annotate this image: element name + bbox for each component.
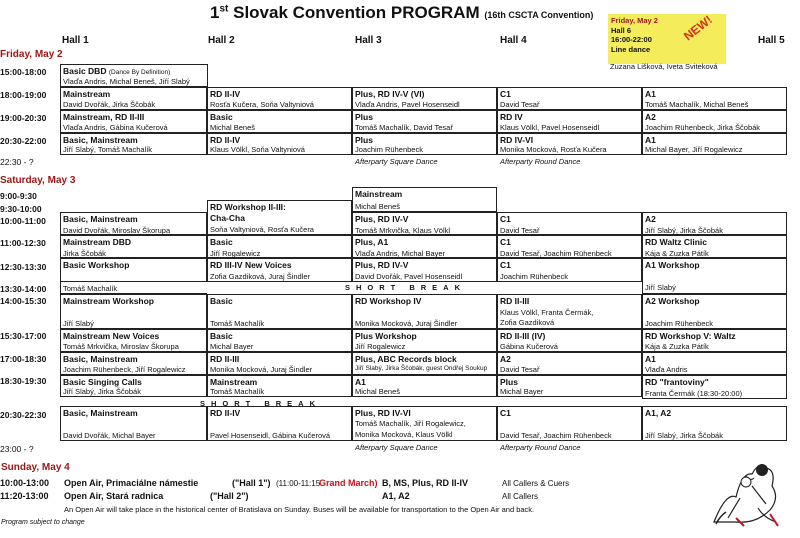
session-title: Plus, RD IV-V (355, 260, 409, 270)
session-cell (60, 87, 207, 110)
session-cell (60, 375, 207, 397)
session-callers: Gábina Kučerová (500, 342, 558, 351)
grand-march-label: Grand March) (319, 478, 378, 488)
hall-6-callers: Zuzana Lišková, Iveta Sviteková (610, 62, 718, 71)
session-callers: David Tesař (500, 365, 540, 374)
session-cell (207, 235, 352, 258)
session-cell (497, 406, 642, 441)
session-title: Plus (500, 377, 518, 387)
session-title: Plus Workshop (355, 331, 417, 341)
session-title: RD Waltz Clinic (645, 237, 708, 247)
afterparty-square-note: Afterparty Square Dance (355, 443, 438, 452)
time-label: 15:30-17:00 (0, 331, 47, 341)
session-callers: David Tesař, Joachim Rühenbeck (500, 249, 612, 258)
session-title: RD Workshop IV (355, 296, 422, 306)
session-callers: Jiří Rogalewicz (210, 249, 261, 258)
session-cell (60, 212, 207, 235)
session-title: Basic Workshop (63, 260, 130, 270)
session-title: RD III-IV New Voices (210, 260, 292, 270)
session-title: RD II-IV (210, 135, 241, 145)
session-title: Basic (210, 296, 233, 306)
sunday-row-2-time: 11:20-13:00 (0, 491, 49, 501)
sunday-row-2-label: Open Air, Stará radnica (64, 491, 164, 501)
session-title: RD II-IV (210, 89, 241, 99)
session-title: Basic, Mainstream (63, 408, 138, 418)
session-cell (207, 375, 352, 397)
session-callers: Jiří Rogalewicz (355, 342, 406, 351)
hall-1-header: Hall 1 (62, 35, 89, 46)
time-label: 9:00-9:30 (0, 191, 37, 201)
session-callers: Pavel Hosenseidl, Gábina Kučerová (210, 431, 331, 440)
session-title: Basic Singing Calls (63, 377, 142, 387)
session-cell (207, 200, 352, 235)
session-title: RD II-III (210, 354, 240, 364)
time-label: 11:00-12:30 (0, 238, 46, 248)
session-callers: Michal Bayer, Jiří Rogalewicz (645, 145, 743, 154)
session-cell (352, 212, 497, 235)
session-callers: Zofia Gazdiková, Juraj Šindler (210, 272, 311, 281)
session-callers: Michal Bayer (500, 387, 544, 396)
session-title: Basic (210, 331, 233, 341)
session-cell (60, 352, 207, 375)
session-callers: Joachim Rühenbeck (355, 145, 423, 154)
session-cell (60, 133, 207, 155)
session-callers: Tomáš Machalík, Michal Beneš (645, 100, 749, 109)
session-callers: Joachim Rühenbeck (645, 319, 713, 328)
session-callers: David Dvořák, Miroslav Škorupa (63, 226, 171, 235)
session-callers-line-2: Monika Mocková, Klaus Völkl (355, 430, 453, 439)
session-title: Basic (210, 237, 233, 247)
time-label: 20:30-22:30 (0, 410, 47, 420)
session-cell (352, 87, 497, 110)
session-cell (642, 329, 787, 352)
time-label: 23:00 - ? (0, 444, 34, 454)
session-cell (352, 187, 497, 212)
sunday-row-1-extra: (11:00-11:15 (276, 479, 321, 488)
session-callers-line-2: Zofia Gazdiková (500, 318, 555, 327)
session-title: Plus (355, 135, 373, 145)
session-title: Plus, ABC Records block (355, 354, 457, 364)
time-label: 19:00-20:30 (0, 113, 47, 123)
session-cell (207, 406, 352, 441)
session-cell (207, 258, 352, 282)
session-title: RD Workshop II-III: (210, 202, 286, 212)
session-cell (60, 258, 207, 293)
new-badge: NEW! (681, 12, 715, 44)
session-callers: Monika Mocková, Juraj Šindler (355, 319, 458, 328)
session-callers: Joachim Rühenbeck, Jiří Rogalewicz (63, 365, 186, 374)
session-cell (352, 110, 497, 133)
session-title: Plus, A1 (355, 237, 389, 247)
time-label: 10:00-11:00 (0, 216, 46, 226)
session-cell (207, 87, 352, 110)
time-label: 22:30 - ? (0, 157, 34, 167)
session-title: A1 (645, 89, 656, 99)
page-title: 1st Slovak Convention PROGRAM (16th CSCTA Convention) (210, 3, 594, 22)
session-title: Plus (355, 112, 373, 122)
session-cell (207, 133, 352, 155)
session-cell (60, 235, 207, 258)
session-cell (352, 375, 497, 397)
session-title: Basic DBD (63, 66, 107, 76)
session-cell (497, 87, 642, 110)
session-callers: Klaus Völkl, Soňa Valtyniová (210, 145, 305, 154)
session-callers: Jiří Slabý, Tomáš Machalík (63, 145, 153, 154)
session-callers: David Tesař, Joachim Rühenbeck (500, 431, 612, 440)
session-title: A2 (645, 214, 656, 224)
session-title: Mainstream (355, 189, 403, 199)
hall-2-header: Hall 2 (208, 35, 235, 46)
session-cell (352, 294, 497, 329)
session-callers: Jiří Slabý, Jirka Ščobák (645, 431, 723, 440)
session-cell (497, 352, 642, 375)
session-title: RD II-III (IV) (500, 331, 546, 341)
session-title: Mainstream, RD II-III (63, 112, 145, 122)
session-cell (642, 235, 787, 258)
session-callers: Kája & Zuzka Pátík (645, 249, 709, 258)
session-title: C1 (500, 237, 511, 247)
afterparty-round-note: Afterparty Round Dance (500, 157, 581, 166)
session-cell (497, 110, 642, 133)
session-callers: Vlaďa Andris, Gábina Kučerová (63, 123, 168, 132)
time-label: 13:30-14:00 (0, 284, 47, 294)
session-title-line-2: Cha-Cha (210, 213, 245, 223)
session-callers: Tomáš Machalík (210, 319, 265, 328)
sunday-row-1-hall: ("Hall 1") (232, 478, 271, 488)
session-title: Mainstream New Voices (63, 331, 160, 341)
sunday-row-2-programs: A1, A2 (382, 491, 410, 501)
session-callers: Vlaďa Andris, Michal Beneš, Jiří Slabý (63, 77, 190, 86)
session-cell (60, 329, 207, 352)
session-cell (642, 110, 787, 133)
session-callers: Jiří Slabý (645, 283, 676, 292)
hall-6-day: Friday, May 2 (611, 16, 658, 25)
time-label: 18:00-19:00 (0, 90, 47, 100)
session-title: A1 (645, 354, 656, 364)
afterparty-round-note: Afterparty Round Dance (500, 443, 581, 452)
session-callers: Monika Mocková, Rosťa Kučera (500, 145, 607, 154)
dancing-couple-illustration (706, 452, 784, 530)
session-callers: Jiří Slabý (63, 319, 94, 328)
session-callers: Tomáš Mrkvička, Miroslav Škorupa (63, 342, 179, 351)
session-title: A1 (355, 377, 366, 387)
session-title: Mainstream Workshop (63, 296, 155, 306)
sunday-row-2-hall: ("Hall 2") (210, 491, 249, 501)
session-callers: Michal Beneš (355, 202, 401, 211)
sunday-row-1-programs: B, MS, Plus, RD II-IV (382, 478, 469, 488)
session-title: A1, A2 (645, 408, 672, 418)
session-callers: Vlaďa Andris, Pavel Hosenseidl (355, 100, 460, 109)
afterparty-square-note: Afterparty Square Dance (355, 157, 438, 166)
session-cell (352, 406, 497, 441)
session-title: Mainstream (63, 89, 111, 99)
session-cell (352, 329, 497, 352)
session-title: A2 Workshop (645, 296, 700, 306)
session-cell (497, 133, 642, 155)
session-cell (642, 352, 787, 375)
session-title: A1 (645, 135, 656, 145)
session-title: Basic (210, 112, 233, 122)
session-callers: Joachim Rühenbeck (500, 272, 568, 281)
session-callers: Jiří Slabý, Jirka Ščobák, guest Ondřej Soukup (355, 365, 488, 372)
session-cell (642, 406, 787, 441)
session-title: C1 (500, 408, 511, 418)
session-cell (642, 87, 787, 110)
session-callers: Vlaďa Andris (645, 365, 688, 374)
session-callers: Tomáš Mrkvička, Klaus Völkl (355, 226, 451, 235)
time-label: 18:30-19:30 (0, 376, 47, 386)
day-sunday: Sunday, May 4 (1, 462, 70, 473)
session-cell (207, 110, 352, 133)
session-cell (497, 329, 642, 352)
cell-extension (60, 282, 207, 294)
footer-note: Program subject to change (1, 519, 85, 526)
day-saturday: Saturday, May 3 (0, 175, 76, 186)
session-callers: Tomáš Machalík, Jiří Rogalewicz, (355, 419, 466, 428)
session-callers: Michal Bayer (210, 342, 254, 351)
session-cell (642, 294, 787, 329)
session-cell (497, 294, 642, 329)
session-cell (497, 375, 642, 397)
session-cell (60, 64, 208, 87)
session-cell (497, 258, 642, 282)
session-title: C1 (500, 260, 511, 270)
time-label: 14:00-15:30 (0, 296, 47, 306)
session-title: A1 Workshop (645, 260, 700, 270)
session-cell (352, 352, 497, 375)
session-cell (207, 294, 352, 329)
session-cell (642, 375, 787, 399)
session-cell (497, 235, 642, 258)
sunday-row-1-callers: All Callers & Cuers (502, 479, 570, 488)
session-cell (642, 258, 787, 294)
session-cell (352, 235, 497, 258)
session-callers: Kája & Zuzka Pátík (645, 342, 709, 351)
session-callers: Tomáš Machalík, David Tesař (355, 123, 453, 132)
session-title: RD IV-VI (500, 135, 534, 145)
session-callers: Klaus Völkl, Franta Čermák, (500, 308, 594, 317)
session-title: Plus, RD IV-VI (355, 408, 411, 418)
session-cell (642, 133, 787, 155)
hall-6-time: 16:00-22:00 (611, 35, 652, 44)
session-callers: Franta Čermák (18:30-20:00) (645, 389, 743, 398)
session-cell (207, 352, 352, 375)
session-cell (352, 133, 497, 155)
session-cell (642, 212, 787, 235)
session-title: RD II-IV (210, 408, 241, 418)
session-callers: Vlaďa Andris, Michal Bayer (355, 249, 446, 258)
session-title: RD Workshop V: Waltz (645, 331, 736, 341)
session-title: Basic, Mainstream (63, 354, 138, 364)
session-cell (60, 110, 207, 133)
sunday-row-2-callers: All Callers (502, 492, 539, 501)
session-title: C1 (500, 89, 511, 99)
session-title: Mainstream (210, 377, 258, 387)
session-callers: David Dvořák, Jirka Ščobák (63, 100, 156, 109)
short-break-label: SHORT BREAK (345, 283, 467, 292)
session-callers: Tomáš Machalík (63, 284, 118, 293)
hall-6-name: Hall 6 (611, 25, 632, 35)
session-title: Plus, RD IV-V (VI) (355, 89, 425, 99)
session-subtitle: (Dance By Definition) (108, 69, 171, 76)
open-air-note: An Open Air will take place in the historical center of Bratislava on Sunday. Buses will be available for transportation to the Open Air and back. (64, 505, 535, 514)
day-friday: Friday, May 2 (0, 49, 63, 60)
session-callers: Joachim Rühenbeck, Jirka Ščobák (645, 123, 761, 132)
session-callers: Rosťa Kučera, Soňa Valtyniová (210, 100, 314, 109)
session-callers: David Tesař (500, 226, 540, 235)
session-title: Plus, RD IV-V (355, 214, 409, 224)
hall-3-header: Hall 3 (355, 35, 382, 46)
session-title: RD II-III (500, 296, 530, 306)
session-callers: Soňa Valtyniová, Rosťa Kučera (210, 225, 314, 234)
session-callers: Monika Mocková, Juraj Šindler (210, 365, 313, 374)
sunday-row-1-time: 10:00-13:00 (0, 478, 50, 488)
session-callers: David Dvořák, Michal Bayer (63, 431, 156, 440)
time-label: 9:30-10:00 (0, 204, 42, 214)
time-label: 12:30-13:30 (0, 262, 47, 272)
session-callers: Jiří Slabý, Jirka Ščobák (645, 226, 723, 235)
session-callers: Jirka Ščobák (63, 249, 106, 258)
time-label: 20:30-22:00 (0, 136, 47, 146)
short-break-label: SHORT BREAK (200, 399, 322, 408)
session-callers: Michal Beneš (355, 387, 401, 396)
session-callers: David Tesař (500, 100, 540, 109)
session-callers: Tomáš Machalík (210, 387, 265, 396)
time-label: 17:00-18:30 (0, 354, 47, 364)
session-callers: David Dvořák, Pavel Hosenseidl (355, 272, 463, 281)
session-cell (60, 406, 207, 441)
session-cell (497, 212, 642, 235)
session-cell (60, 294, 207, 329)
session-cell (207, 329, 352, 352)
session-title: C1 (500, 214, 511, 224)
sunday-row-1-label: Open Air, Primaciálne námestie (64, 478, 199, 488)
session-title: Basic, Mainstream (63, 214, 138, 224)
hall-6-dance: Line dance (611, 44, 651, 54)
session-title: Mainstream DBD (63, 237, 132, 247)
session-title: Basic, Mainstream (63, 135, 138, 145)
session-cell (352, 258, 497, 282)
hall-4-header: Hall 4 (500, 35, 527, 46)
session-callers: Jiří Slabý, Jirka Ščobák (63, 387, 141, 396)
session-title: A2 (500, 354, 511, 364)
time-label: 15:00-18:00 (0, 67, 47, 77)
session-title: A2 (645, 112, 656, 122)
session-title: RD IV (500, 112, 523, 122)
session-callers: Michal Beneš (210, 123, 256, 132)
session-title: RD "frantoviny" (645, 377, 709, 387)
hall-5-header: Hall 5 (758, 35, 785, 46)
session-callers: Klaus Völkl, Pavel Hosenseidl (500, 123, 600, 132)
